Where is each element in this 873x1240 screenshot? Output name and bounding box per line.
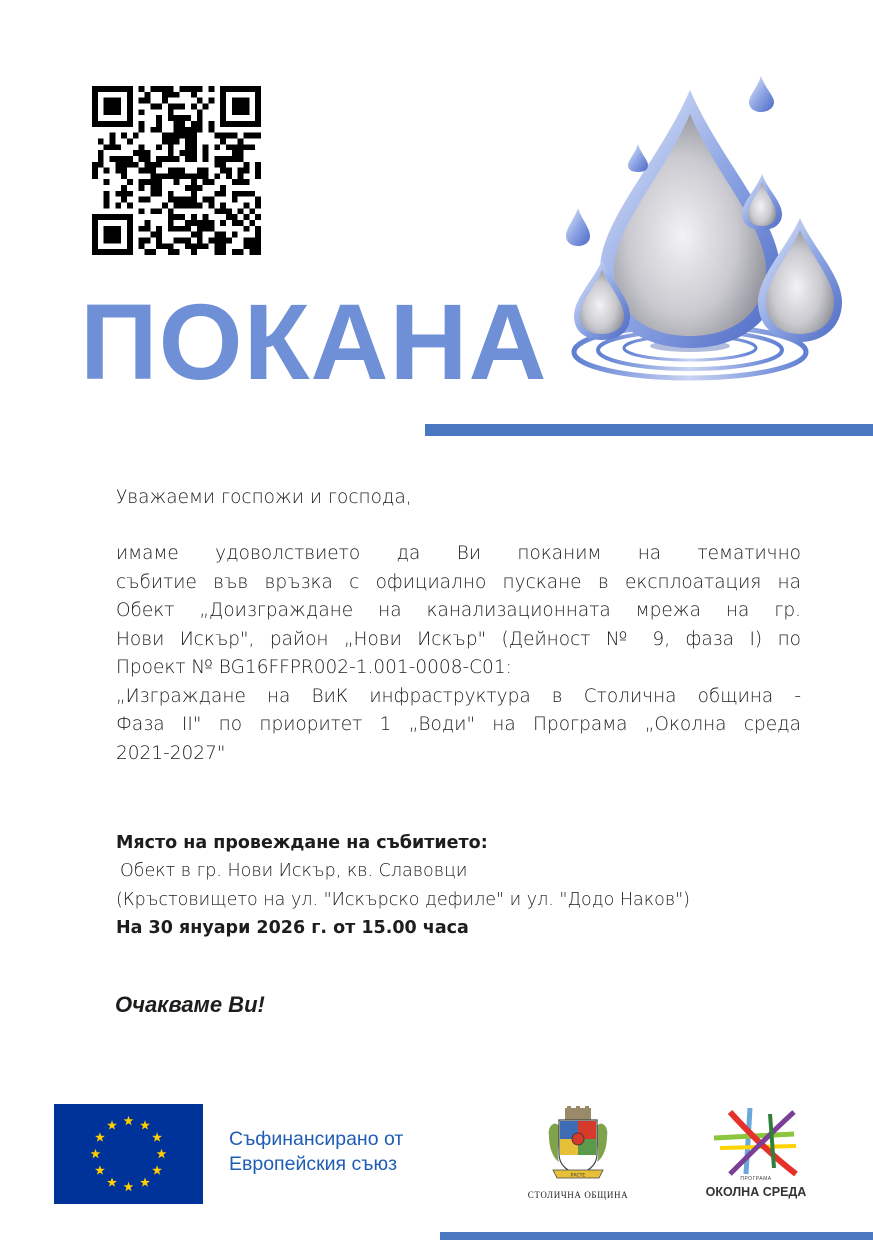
qr-code-icon xyxy=(92,86,261,255)
page-title: ПОКАНА xyxy=(80,281,548,402)
paragraph-line: имаме удоволствието да Ви поканим на тематично xyxy=(116,543,801,564)
paragraph-line: Проект № BG16FFPR002-1.001-0008-C01: xyxy=(116,657,512,678)
closing-line: Очакваме Ви! xyxy=(115,992,265,1017)
venue-address: Обект в гр. Нови Искър, кв. Славовци xyxy=(120,861,468,881)
greeting: Уважаеми госпожи и господа, xyxy=(116,487,412,508)
paragraph-line: Фаза II" по приоритет 1 „Води" на Програма „Околна среда xyxy=(116,714,801,735)
paragraph-line: Нови Искър", район „Нови Искър" (Дейност № 9, фаза I) по xyxy=(116,628,801,650)
environment-program-logo-icon xyxy=(710,1104,800,1178)
svg-text:РАСТЕ: РАСТЕ xyxy=(570,1173,586,1179)
sofia-crest-icon xyxy=(545,1106,611,1186)
water-drops-icon xyxy=(560,70,850,390)
eu-text-line: Съфинансирано от xyxy=(229,1128,404,1150)
program-caption: ПРОГРАМА xyxy=(740,1176,772,1182)
venue-heading: Място на провеждане на събитието: xyxy=(116,833,488,853)
paragraph-line: „Изграждане на ВиК инфраструктура в Столична община - xyxy=(116,685,801,707)
accent-bar-bottom xyxy=(440,1232,873,1240)
eu-flag-icon xyxy=(54,1104,203,1204)
paragraph-line: събитие във връзка с официално пускане в експлоатация на xyxy=(116,571,801,593)
invitation-paragraph xyxy=(116,540,801,768)
eu-text-line: Европейския съюз xyxy=(229,1153,398,1175)
event-date: На 30 януари 2026 г. от 15.00 часа xyxy=(116,918,469,938)
paragraph-line: 2021-2027" xyxy=(116,742,226,764)
venue-crossroad: (Кръстовището на ул. "Искърско дефиле" и ул. "Додо Наков") xyxy=(116,890,690,910)
municipality-label: СТОЛИЧНА ОБЩИНА xyxy=(527,1190,629,1200)
paragraph-line: Обект „Доизграждане на канализационната мрежа на гр. xyxy=(116,600,801,621)
program-name: ОКОЛНА СРЕДА xyxy=(705,1185,807,1199)
eu-cofinanced-text xyxy=(229,1127,403,1177)
accent-bar-top xyxy=(425,424,873,436)
